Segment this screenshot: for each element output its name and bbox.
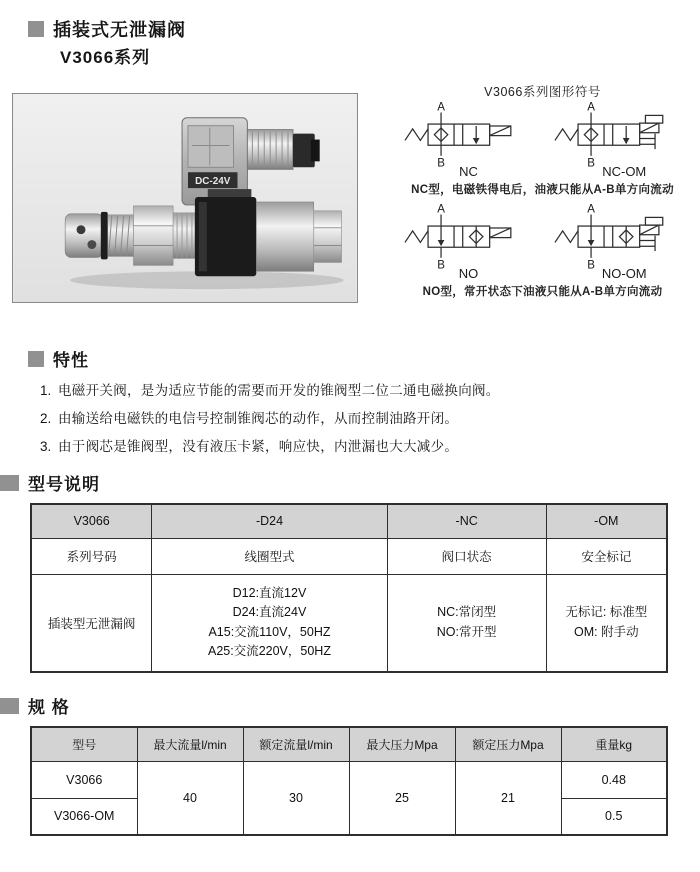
spring-icon <box>405 129 428 141</box>
section-marker-icon <box>28 351 44 367</box>
item-number: 3. <box>40 439 52 454</box>
rated-flow-cell: 30 <box>243 761 349 835</box>
max-pressure-cell: 25 <box>349 761 455 835</box>
model-code-cell: -OM <box>546 504 667 538</box>
valve-symbol-nc-om <box>543 100 693 177</box>
no-note: NO型，常开状态下油液只能从A-B单方向流动 <box>422 286 663 298</box>
port-b-label: B <box>437 259 445 272</box>
section-marker-icon <box>28 21 44 37</box>
specifications-table <box>30 726 668 836</box>
label-cell: 安全标记 <box>546 538 667 574</box>
item-text: 由于阀芯是锥阀型，没有液压卡紧，响应快，内泄漏也大大减少。 <box>58 439 459 454</box>
model-designation-table <box>30 503 668 673</box>
section-marker-icon <box>0 698 19 714</box>
port-b-label: B <box>587 259 595 272</box>
coil-options-cell: D12:直流12V D24:直流24V A15:交流110V，50HZ A25:交流220V，50HZ <box>152 574 387 672</box>
series-title: V3066系列 <box>60 48 151 67</box>
features-list <box>40 377 500 461</box>
list-item <box>40 377 500 405</box>
symbols-title: V3066系列图形符号 <box>484 85 601 99</box>
column-header: 最大压力Mpa <box>349 727 455 761</box>
flow-arrow-icon <box>473 138 480 144</box>
model-cell: V3066 <box>31 761 137 798</box>
max-flow-cell: 40 <box>137 761 243 835</box>
model-code-cell: -D24 <box>152 504 387 538</box>
table-header-row <box>31 727 667 761</box>
column-header: 型号 <box>31 727 137 761</box>
series-name-cell: 插装型无泄漏阀 <box>31 574 152 672</box>
list-item <box>40 433 500 461</box>
valve-photo-illustration <box>13 94 357 302</box>
column-header: 额定流量l/min <box>243 727 349 761</box>
symbol-type-label: NC <box>459 164 478 177</box>
column-header: 重量kg <box>561 727 667 761</box>
nc-note: NC型，电磁铁得电后，油液只能从A-B单方向流动 <box>411 184 674 196</box>
valve-symbol-no <box>393 202 543 279</box>
port-a-label: A <box>587 101 595 114</box>
column-header: 额定压力Mpa <box>455 727 561 761</box>
model-code-cell: V3066 <box>31 504 152 538</box>
valve-symbol-no-om <box>543 202 693 279</box>
column-header: 最大流量l/min <box>137 727 243 761</box>
flow-arrow-icon <box>588 240 595 246</box>
solenoid-step-icon <box>645 115 662 123</box>
product-photo <box>12 93 358 303</box>
coil-voltage-label: DC-24V <box>195 176 231 188</box>
spec-heading: 规 格 <box>0 693 70 718</box>
label-cell: 线圈型式 <box>152 538 387 574</box>
solenoid-step-icon <box>645 217 662 225</box>
port-a-label: A <box>587 203 595 216</box>
item-number: 1. <box>40 383 52 398</box>
table-row <box>31 761 667 798</box>
table-row <box>31 574 667 672</box>
model-code-cell: -NC <box>387 504 546 538</box>
port-a-label: A <box>437 203 445 216</box>
table-row <box>31 538 667 574</box>
list-item <box>40 405 500 433</box>
symbol-type-label: NC-OM <box>602 164 647 177</box>
model-cell: V3066-OM <box>31 798 137 835</box>
safety-mark-cell: 无标记: 标准型 OM: 附手动 <box>546 574 667 672</box>
port-b-label: B <box>437 157 445 170</box>
flow-arrow-icon <box>438 240 445 246</box>
graphic-symbols-panel <box>385 82 700 312</box>
weight-cell: 0.48 <box>561 761 667 798</box>
valve-symbol-nc <box>393 100 543 177</box>
features-heading: 特性 <box>28 346 89 371</box>
spring-icon <box>555 129 578 141</box>
symbol-type-label: NO <box>458 266 479 279</box>
table-row <box>31 504 667 538</box>
model-heading: 型号说明 <box>0 470 100 495</box>
port-a-label: A <box>437 101 445 114</box>
item-text: 电磁开关阀，是为适应节能的需要而开发的锥阀型二位二通电磁换向阀。 <box>58 383 500 398</box>
page-title-text: 插装式无泄漏阀 <box>53 20 186 40</box>
port-state-cell: NC:常闭型 NO:常开型 <box>387 574 546 672</box>
item-number: 2. <box>40 411 52 426</box>
label-cell: 阀口状态 <box>387 538 546 574</box>
spring-icon <box>555 231 578 243</box>
weight-cell: 0.5 <box>561 798 667 835</box>
flow-arrow-icon <box>623 138 630 144</box>
port-b-label: B <box>587 157 595 170</box>
section-marker-icon <box>0 475 19 491</box>
item-text: 由输送给电磁铁的电信号控制锥阀芯的动作，从而控制油路开闭。 <box>58 411 459 426</box>
spring-icon <box>405 231 428 243</box>
symbol-type-label: NO-OM <box>601 266 647 279</box>
rated-pressure-cell: 21 <box>455 761 561 835</box>
page-title <box>28 16 186 42</box>
label-cell: 系列号码 <box>31 538 152 574</box>
